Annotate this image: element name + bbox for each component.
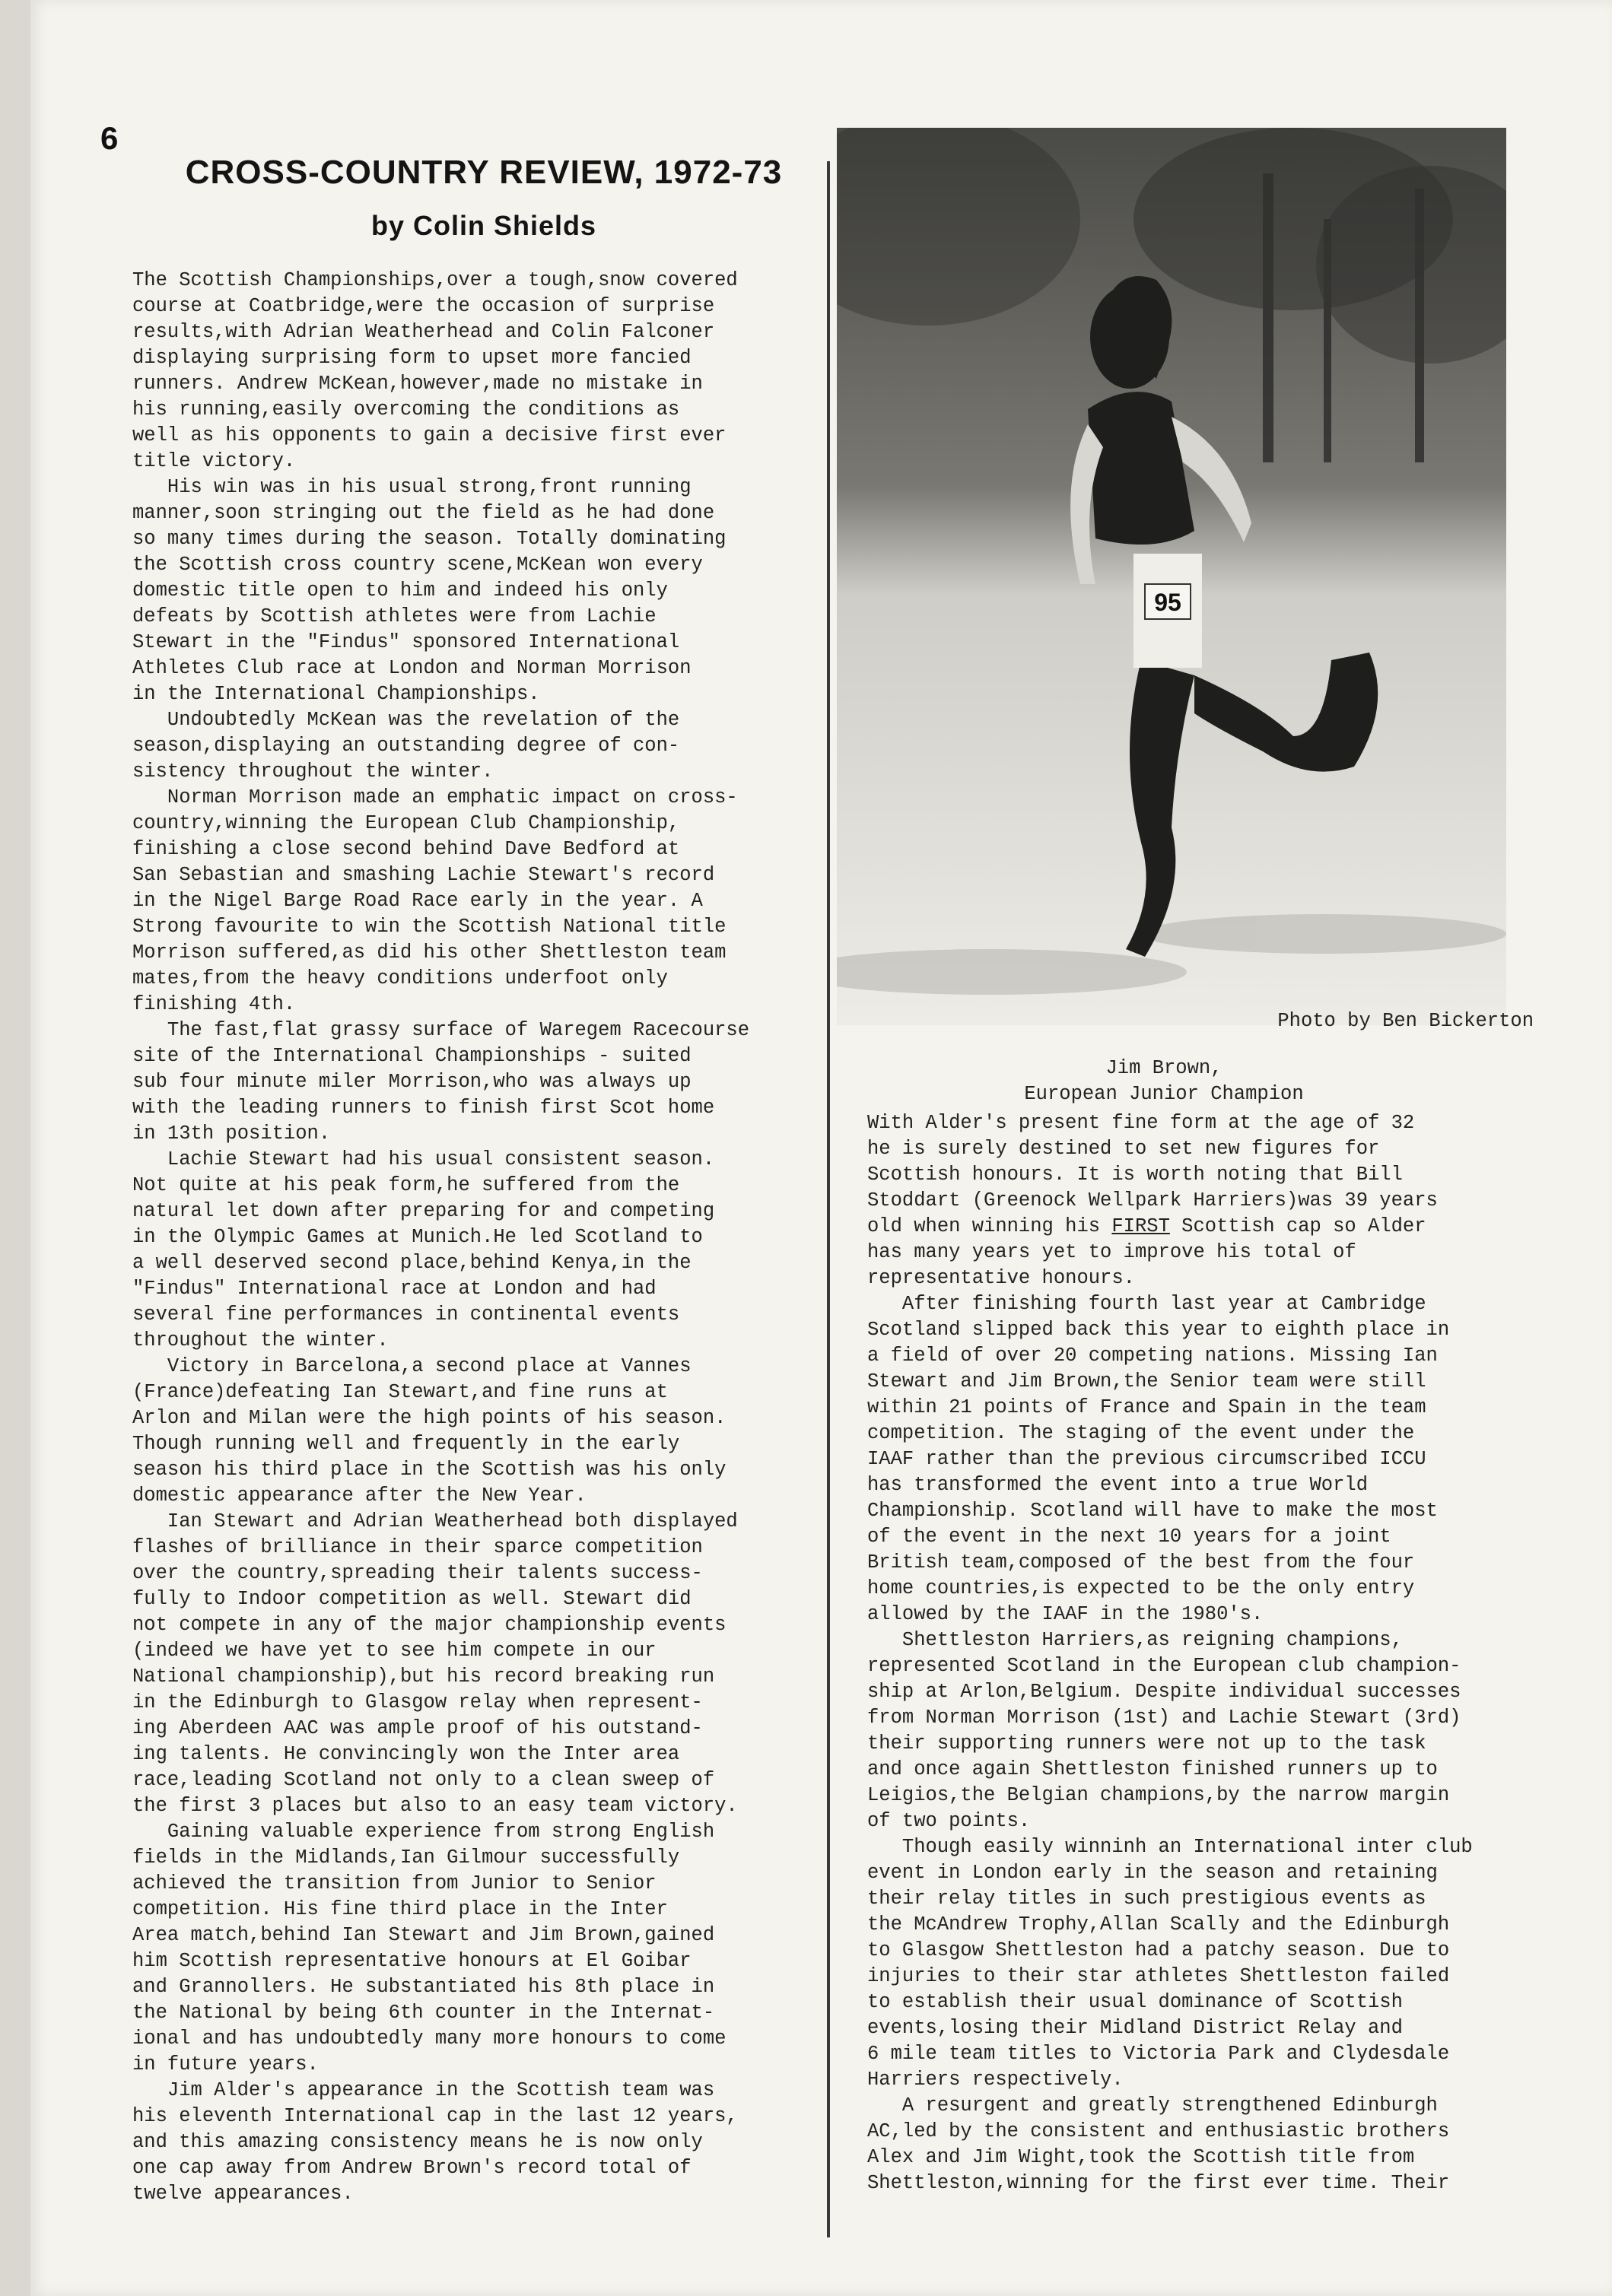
- text-line: defeats by Scottish athletes were from Lachie: [132, 605, 657, 627]
- caption-line: Jim Brown,: [1105, 1057, 1223, 1079]
- text-line: his eleventh International cap in the last 12 years,: [132, 2105, 738, 2127]
- text-line: one cap away from Andrew Brown's record total of: [132, 2157, 692, 2179]
- text-line: Harriers respectively.: [867, 2069, 1124, 2091]
- bib-number: 95: [1154, 589, 1181, 616]
- text-line: His win was in his usual strong,front running: [132, 476, 692, 498]
- text-line: with the leading runners to finish first Scot home: [132, 1097, 715, 1119]
- article-byline: by Colin Shields: [370, 210, 597, 241]
- text-line: Area match,behind Ian Stewart and Jim Brown,gained: [132, 1924, 715, 1946]
- text-line: British team,composed of the best from the four: [867, 1551, 1415, 1574]
- right-text-column: [867, 1110, 1537, 2196]
- text-line: runners. Andrew McKean,however,made no mistake in: [132, 373, 703, 395]
- text-line: San Sebastian and smashing Lachie Stewart's record: [132, 864, 715, 886]
- text-line: has many years yet to improve his total of: [867, 1241, 1356, 1263]
- text-line: the first 3 places but also to an easy team victory.: [132, 1795, 738, 1817]
- text-line: him Scottish representative honours at El Goibar: [132, 1950, 692, 1972]
- text-line: representative honours.: [867, 1267, 1135, 1289]
- text-line: season,displaying an outstanding degree of con-: [132, 735, 680, 757]
- text-line: to establish their usual dominance of Scottish: [867, 1991, 1403, 2013]
- text-line: ship at Arlon,Belgium. Despite individual successes: [867, 1681, 1461, 1703]
- text-line: Strong favourite to win the Scottish National title: [132, 916, 727, 938]
- text-line: race,leading Scotland not only to a clean sweep of: [132, 1769, 715, 1791]
- text-line: a field of over 20 competing nations. Missing Ian: [867, 1345, 1438, 1367]
- text-line: country,winning the European Club Championship,: [132, 812, 680, 834]
- text-line: and Grannollers. He substantiated his 8th place in: [132, 1976, 715, 1998]
- text-line: ing Aberdeen AAC was ample proof of his outstand-: [132, 1717, 703, 1739]
- text-line: and once again Shettleston finished runners up to: [867, 1758, 1438, 1780]
- text-line: Though easily winninh an International inter club: [867, 1836, 1473, 1858]
- text-line: "Findus" International race at London and had: [132, 1278, 657, 1300]
- text-line: domestic appearance after the New Year.: [132, 1485, 587, 1507]
- text-line: (indeed we have yet to see him compete in our: [132, 1640, 657, 1662]
- text-line: within 21 points of France and Spain in the team: [867, 1396, 1426, 1418]
- text-line: IAAF rather than the previous circumscribed ICCU: [867, 1448, 1426, 1470]
- text-line: so many times during the season. Totally dominating: [132, 528, 727, 550]
- text-line: events,losing their Midland District Relay and: [867, 2017, 1403, 2039]
- text-line: his running,easily overcoming the conditions as: [132, 399, 680, 421]
- text-line: Lachie Stewart had his usual consistent season.: [132, 1148, 715, 1170]
- photo-credit: Photo by Ben Bickerton: [1277, 1010, 1534, 1032]
- text-line: injuries to their star athletes Shettleston failed: [867, 1965, 1450, 1987]
- page-number: 6: [100, 120, 119, 156]
- text-line: Arlon and Milan were the high points of his season.: [132, 1407, 727, 1429]
- text-line: season his third place in the Scottish was his only: [132, 1459, 727, 1481]
- text-line: displaying surprising form to upset more fancied: [132, 347, 692, 369]
- text-line: Alex and Jim Wight,took the Scottish title from: [867, 2146, 1415, 2168]
- text-line: Championship. Scotland will have to make the most: [867, 1500, 1438, 1522]
- text-line: ing talents. He convincingly won the Inter area: [132, 1743, 680, 1765]
- text-line: to Glasgow Shettleston had a patchy season. Due to: [867, 1939, 1450, 1961]
- text-line: a well deserved second place,behind Kenya,in the: [132, 1252, 692, 1274]
- text-line: course at Coatbridge,were the occasion of surprise: [132, 295, 715, 317]
- text-line: home countries,is expected to be the only entry: [867, 1577, 1415, 1599]
- text-line: in the International Championships.: [132, 683, 540, 705]
- text-line: 6 mile team titles to Victoria Park and Clydesdale: [867, 2043, 1450, 2065]
- text-line: sistency throughout the winter.: [132, 761, 494, 783]
- text-line: The fast,flat grassy surface of Waregem Racecourse: [132, 1019, 750, 1041]
- text-line: competition. The staging of the event under the: [867, 1422, 1415, 1444]
- text-line: Leigios,the Belgian champions,by the narrow margin: [867, 1784, 1450, 1806]
- text-line: allowed by the IAAF in the 1980's.: [867, 1603, 1264, 1625]
- text-line: Victory in Barcelona,a second place at Vannes: [132, 1355, 692, 1377]
- text-line: Jim Alder's appearance in the Scottish team was: [132, 2079, 715, 2101]
- article-title: CROSS-COUNTRY REVIEW, 1972-73: [185, 154, 783, 191]
- text-line: The Scottish Championships,over a tough,snow covered: [132, 269, 738, 291]
- text-line: Stoddart (Greenock Wellpark Harriers)was 39 years: [867, 1189, 1438, 1212]
- text-line: the National by being 6th counter in the Internat-: [132, 2002, 715, 2024]
- text-line: competition. His fine third place in the Inter: [132, 1898, 668, 1920]
- text-line: the McAndrew Trophy,Allan Scally and the Edinburgh: [867, 1913, 1450, 1936]
- text-line: event in London early in the season and retaining: [867, 1862, 1438, 1884]
- text-line: A resurgent and greatly strengthened Edinburgh: [867, 2094, 1438, 2117]
- text-line: he is surely destined to set new figures for: [867, 1138, 1380, 1160]
- text-line: in the Olympic Games at Munich.He led Scotland to: [132, 1226, 703, 1248]
- text-line: domestic title open to him and indeed his only: [132, 580, 668, 602]
- text-line: Though running well and frequently in the early: [132, 1433, 680, 1455]
- text-line: With Alder's present fine form at the age of 32: [867, 1112, 1415, 1134]
- text-line: and this amazing consistency means he is now only: [132, 2131, 703, 2153]
- text-line: from Norman Morrison (1st) and Lachie Stewart (3rd): [867, 1707, 1461, 1729]
- text-line: in the Edinburgh to Glasgow relay when represent-: [132, 1691, 703, 1713]
- text-line: manner,soon stringing out the field as he had done: [132, 502, 715, 524]
- text-line: AC,led by the consistent and enthusiastic brothers: [867, 2120, 1450, 2142]
- text-line: of the event in the next 10 years for a joint: [867, 1526, 1391, 1548]
- text-line: (France)defeating Ian Stewart,and fine runs at: [132, 1381, 668, 1403]
- text-line: their relay titles in such prestigious events as: [867, 1888, 1426, 1910]
- text-line: throughout the winter.: [132, 1329, 389, 1351]
- text-line: Gaining valuable experience from strong English: [132, 1821, 715, 1843]
- text-line: title victory.: [132, 450, 296, 472]
- text-line: represented Scotland in the European club champion-: [867, 1655, 1461, 1677]
- text-line: ional and has undoubtedly many more honours to come: [132, 2028, 727, 2050]
- text-line: sub four minute miler Morrison,who was always up: [132, 1071, 692, 1093]
- photo-caption: [928, 1056, 1400, 1107]
- text-line: their supporting runners were not up to the task: [867, 1732, 1426, 1755]
- text-line: Shettleston Harriers,as reigning champions,: [867, 1629, 1403, 1651]
- left-text-column: [132, 268, 847, 2207]
- text-line: Stewart and Jim Brown,the Senior team were still: [867, 1370, 1426, 1393]
- text-line: Morrison suffered,as did his other Shettleston team: [132, 942, 727, 964]
- runner-photo-illustration: [837, 128, 1506, 1025]
- text-line: results,with Adrian Weatherhead and Colin Falconer: [132, 321, 715, 343]
- text-line: not compete in any of the major championship events: [132, 1614, 727, 1636]
- runner-photo: [837, 128, 1506, 1025]
- text-line: After finishing fourth last year at Cambridge: [867, 1293, 1426, 1315]
- text-line: finishing a close second behind Dave Bedford at: [132, 838, 680, 860]
- text-line: in future years.: [132, 2053, 319, 2075]
- text-line: site of the International Championships - suited: [132, 1045, 692, 1067]
- text-line: Shettleston,winning for the first ever time. Their: [867, 2172, 1450, 2194]
- column-divider: [827, 161, 830, 2237]
- text-line: in 13th position.: [132, 1123, 331, 1145]
- text-line: Norman Morrison made an emphatic impact on cross-: [132, 786, 738, 808]
- text-line: flashes of brilliance in their sparce competition: [132, 1536, 703, 1558]
- text-line: of two points.: [867, 1810, 1031, 1832]
- caption-line: European Junior Champion: [1024, 1083, 1304, 1105]
- text-line: National championship),but his record breaking run: [132, 1666, 715, 1688]
- text-line: Scottish honours. It is worth noting that Bill: [867, 1164, 1403, 1186]
- text-line: natural let down after preparing for and competing: [132, 1200, 715, 1222]
- text-line: Athletes Club race at London and Norman Morrison: [132, 657, 692, 679]
- text-line: fields in the Midlands,Ian Gilmour successfully: [132, 1847, 680, 1869]
- text-line: Scotland slipped back this year to eighth place in: [867, 1319, 1450, 1341]
- text-line: in the Nigel Barge Road Race early in the year. A: [132, 890, 703, 912]
- text-line: well as his opponents to gain a decisive first ever: [132, 424, 727, 446]
- text-line: has transformed the event into a true World: [867, 1474, 1369, 1496]
- text-line: fully to Indoor competition as well. Stewart did: [132, 1588, 692, 1610]
- underlined-word: FIRST: [1111, 1215, 1170, 1237]
- text-line: over the country,spreading their talents success-: [132, 1562, 703, 1584]
- text-line: Undoubtedly McKean was the revelation of the: [132, 709, 680, 731]
- text-line: twelve appearances.: [132, 2183, 354, 2205]
- text-line: Not quite at his peak form,he suffered from the: [132, 1174, 680, 1196]
- text-line: the Scottish cross country scene,McKean won every: [132, 554, 703, 576]
- text-line: several fine performances in continental events: [132, 1304, 680, 1326]
- text-line: old when winning his FIRST Scottish cap so Alder: [867, 1215, 1426, 1237]
- text-line: achieved the transition from Junior to Senior: [132, 1872, 657, 1894]
- text-line: Ian Stewart and Adrian Weatherhead both displayed: [132, 1510, 738, 1532]
- text-line: finishing 4th.: [132, 993, 296, 1015]
- text-line: mates,from the heavy conditions underfoot only: [132, 967, 668, 989]
- text-line: Stewart in the "Findus" sponsored International: [132, 631, 680, 653]
